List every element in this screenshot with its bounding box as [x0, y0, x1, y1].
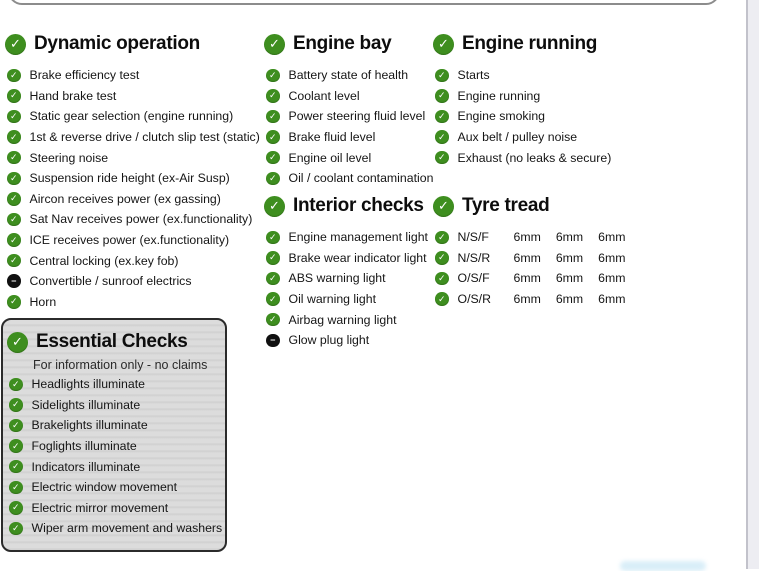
section-header: [433, 193, 663, 219]
check-circle-icon: ✓: [266, 313, 280, 327]
check-circle-icon: ✓: [435, 292, 449, 306]
check-circle-icon: ✓: [266, 172, 280, 186]
checklist-item-label: Power steering fluid level: [288, 109, 426, 124]
checklist-item-label: Brake efficiency test: [29, 68, 140, 83]
tread-depth-value: 6mm: [513, 250, 541, 265]
tread-depth-value: 6mm: [598, 250, 626, 265]
tread-depth-value: 6mm: [598, 271, 626, 286]
section-interior-checks: [264, 193, 444, 351]
checklist-item: [266, 268, 444, 289]
checklist-item-label: Brake fluid level: [288, 130, 376, 145]
check-circle-icon: ✓: [266, 251, 280, 265]
check-circle-icon: ✓: [266, 292, 280, 306]
checklist-item-label: Exhaust (no leaks & secure): [457, 150, 612, 165]
checklist: [435, 65, 663, 168]
section-header: [7, 328, 225, 356]
tyre-row: [435, 289, 663, 310]
check-circle-icon: ✓: [9, 419, 23, 433]
tread-depth-value: 6mm: [598, 292, 626, 307]
section-essential-checks: [1, 318, 227, 552]
check-circle-icon: ✓: [266, 231, 280, 245]
check-circle-icon: ✓: [9, 460, 23, 474]
partial-button[interactable]: [620, 561, 706, 571]
checklist-item-label: Oil warning light: [288, 292, 376, 307]
previous-panel-bottom-edge: [8, 0, 720, 5]
check-circle-icon: ✓: [9, 522, 23, 536]
checklist-item-label: Hand brake test: [29, 88, 117, 103]
checklist-item-label: Airbag warning light: [288, 312, 397, 327]
tread-depth-value: 6mm: [598, 230, 626, 245]
checklist-item-label: ABS warning light: [288, 271, 386, 286]
checklist-item-label: Electric mirror movement: [31, 500, 169, 515]
section-title: Interior checks: [293, 195, 424, 216]
check-circle-icon: ✓: [7, 233, 21, 247]
check-circle-icon: ✓: [9, 439, 23, 453]
checklist: [266, 65, 444, 189]
essential-checks-subtitle: For information only - no claims: [33, 358, 208, 372]
checklist: [7, 65, 260, 312]
check-circle-icon: ✓: [435, 89, 449, 103]
checklist-item: [435, 106, 663, 127]
check-circle-icon: ✓: [7, 332, 28, 353]
checklist-item-label: 1st & reverse drive / clutch slip test (static): [29, 130, 260, 145]
check-circle-icon: ✓: [7, 130, 21, 144]
tread-depth-value: 6mm: [555, 292, 584, 307]
tread-depth-value: 6mm: [555, 271, 584, 286]
checklist-item-label: Engine oil level: [288, 150, 372, 165]
checklist-item: [266, 227, 444, 248]
checklist-item-label: Oil / coolant contamination: [288, 171, 434, 186]
checklist-item-label: Sat Nav receives power (ex.functionality): [29, 212, 253, 227]
tyre-position-label: O/S/R: [457, 292, 491, 307]
checklist-item: [266, 330, 444, 351]
minus-circle-icon: −: [7, 274, 21, 288]
section-header: [5, 31, 255, 57]
section-header: [264, 193, 444, 219]
checklist-item-label: Static gear selection (engine running): [29, 109, 234, 124]
check-circle-icon: ✓: [433, 34, 454, 55]
checklist-item: [266, 147, 444, 168]
check-circle-icon: ✓: [266, 110, 280, 124]
tread-depth-value: 6mm: [513, 292, 541, 307]
checklist-item: [9, 395, 225, 416]
checklist-item: [9, 498, 225, 519]
check-circle-icon: ✓: [435, 151, 449, 165]
check-circle-icon: ✓: [7, 213, 21, 227]
checklist-item-label: Steering noise: [29, 150, 109, 165]
checklist-item-label: Suspension ride height (ex-Air Susp): [29, 171, 230, 186]
checklist-item: [7, 65, 255, 86]
checklist-item-label: Battery state of health: [288, 68, 409, 83]
check-circle-icon: ✓: [9, 378, 23, 392]
check-circle-icon: ✓: [435, 272, 449, 286]
checklist-item-label: Foglights illuminate: [31, 439, 137, 454]
checklist-item-label: Starts: [457, 68, 490, 83]
check-circle-icon: ✓: [7, 192, 21, 206]
checklist-item: [266, 106, 444, 127]
section-header: [264, 31, 444, 57]
section-title: Dynamic operation: [34, 33, 200, 54]
checklist-item-label: Convertible / sunroof electrics: [29, 274, 192, 289]
tyre-row: [435, 268, 663, 289]
check-circle-icon: ✓: [266, 151, 280, 165]
check-circle-icon: ✓: [7, 69, 21, 83]
checklist-item: [9, 477, 225, 498]
check-circle-icon: ✓: [9, 501, 23, 515]
tread-depth-value: 6mm: [555, 230, 584, 245]
checklist-item: [7, 106, 255, 127]
checklist-item-label: ICE receives power (ex.functionality): [29, 233, 230, 248]
tyre-position-label: N/S/R: [457, 250, 491, 265]
checklist-item: [7, 292, 255, 313]
section-title: Engine running: [462, 33, 598, 54]
checklist-item: [7, 250, 255, 271]
check-circle-icon: ✓: [9, 398, 23, 412]
checklist-item: [435, 86, 663, 107]
checklist-item: [7, 209, 255, 230]
check-circle-icon: ✓: [7, 295, 21, 309]
checklist-item: [435, 65, 663, 86]
check-circle-icon: ✓: [266, 89, 280, 103]
section-dynamic-operation: [5, 31, 260, 312]
checklist-item: [9, 456, 225, 477]
checklist-item-label: Coolant level: [288, 88, 360, 103]
tread-depth-value: 6mm: [513, 230, 541, 245]
checklist-item-label: Headlights illuminate: [31, 377, 145, 392]
tread-depth-value: 6mm: [513, 271, 541, 286]
checklist-item: [9, 436, 225, 457]
checklist-item: [9, 415, 225, 436]
check-circle-icon: ✓: [7, 89, 21, 103]
check-circle-icon: ✓: [7, 172, 21, 186]
checklist: [266, 227, 444, 351]
page-right-edge: [746, 0, 759, 569]
check-circle-icon: ✓: [435, 251, 449, 265]
checklist-item: [7, 147, 255, 168]
check-circle-icon: ✓: [7, 254, 21, 268]
checklist-item-label: Electric window movement: [31, 480, 178, 495]
section-title: Tyre tread: [462, 195, 550, 216]
section-tyre-tread: [433, 193, 663, 309]
checklist-item-label: Central locking (ex.key fob): [29, 253, 179, 268]
check-circle-icon: ✓: [266, 69, 280, 83]
check-circle-icon: ✓: [435, 130, 449, 144]
checklist-item-label: Brake wear indicator light: [288, 250, 427, 265]
section-title: Engine bay: [293, 33, 392, 54]
section-engine-bay: [264, 31, 444, 189]
checklist-item-label: Aircon receives power (ex gassing): [29, 191, 221, 206]
tyre-position-label: N/S/F: [457, 230, 489, 245]
check-circle-icon: ✓: [264, 196, 285, 217]
checklist-item-label: Engine management light: [288, 230, 428, 245]
checklist-item-label: Brakelights illuminate: [31, 418, 148, 433]
checklist-item: [266, 289, 444, 310]
checklist-item: [7, 168, 255, 189]
checklist-item: [266, 86, 444, 107]
checklist-item: [435, 127, 663, 148]
checklist-item: [266, 248, 444, 269]
checklist-item-label: Indicators illuminate: [31, 459, 141, 474]
checklist-item-label: Engine smoking: [457, 109, 545, 124]
check-circle-icon: ✓: [5, 34, 26, 55]
checklist-item: [266, 168, 444, 189]
check-circle-icon: ✓: [264, 34, 285, 55]
checklist-item: [9, 518, 225, 539]
check-circle-icon: ✓: [435, 231, 449, 245]
tyre-row: [435, 227, 663, 248]
check-circle-icon: ✓: [7, 110, 21, 124]
check-circle-icon: ✓: [9, 481, 23, 495]
checklist-item-label: Aux belt / pulley noise: [457, 130, 578, 145]
check-circle-icon: ✓: [435, 69, 449, 83]
tread-depth-value: 6mm: [555, 250, 584, 265]
minus-circle-icon: −: [266, 334, 280, 348]
checklist-item: [7, 230, 255, 251]
tyre-tread-list: [435, 227, 663, 309]
checklist-item: [7, 189, 255, 210]
checklist-item: [7, 86, 255, 107]
checklist-item: [266, 65, 444, 86]
checklist-item-label: Wiper arm movement and washers: [31, 521, 223, 536]
checklist-item: [266, 127, 444, 148]
checklist: [9, 374, 225, 539]
section-header: [433, 31, 663, 57]
checklist-item: [266, 309, 444, 330]
checklist-item-label: Engine running: [457, 88, 541, 103]
check-circle-icon: ✓: [266, 130, 280, 144]
tyre-row: [435, 248, 663, 269]
check-circle-icon: ✓: [7, 151, 21, 165]
section-engine-running: [433, 31, 663, 168]
check-circle-icon: ✓: [266, 272, 280, 286]
checklist-item: [7, 271, 255, 292]
checklist-item: [7, 127, 260, 148]
check-circle-icon: ✓: [435, 110, 449, 124]
checklist-item: [435, 147, 663, 168]
tyre-position-label: O/S/F: [457, 271, 490, 286]
section-title: Essential Checks: [36, 331, 188, 352]
checklist-item-label: Horn: [29, 294, 57, 309]
checklist-item-label: Sidelights illuminate: [31, 397, 141, 412]
checklist-item-label: Glow plug light: [288, 333, 370, 348]
checklist-item: [9, 374, 225, 395]
check-circle-icon: ✓: [433, 196, 454, 217]
